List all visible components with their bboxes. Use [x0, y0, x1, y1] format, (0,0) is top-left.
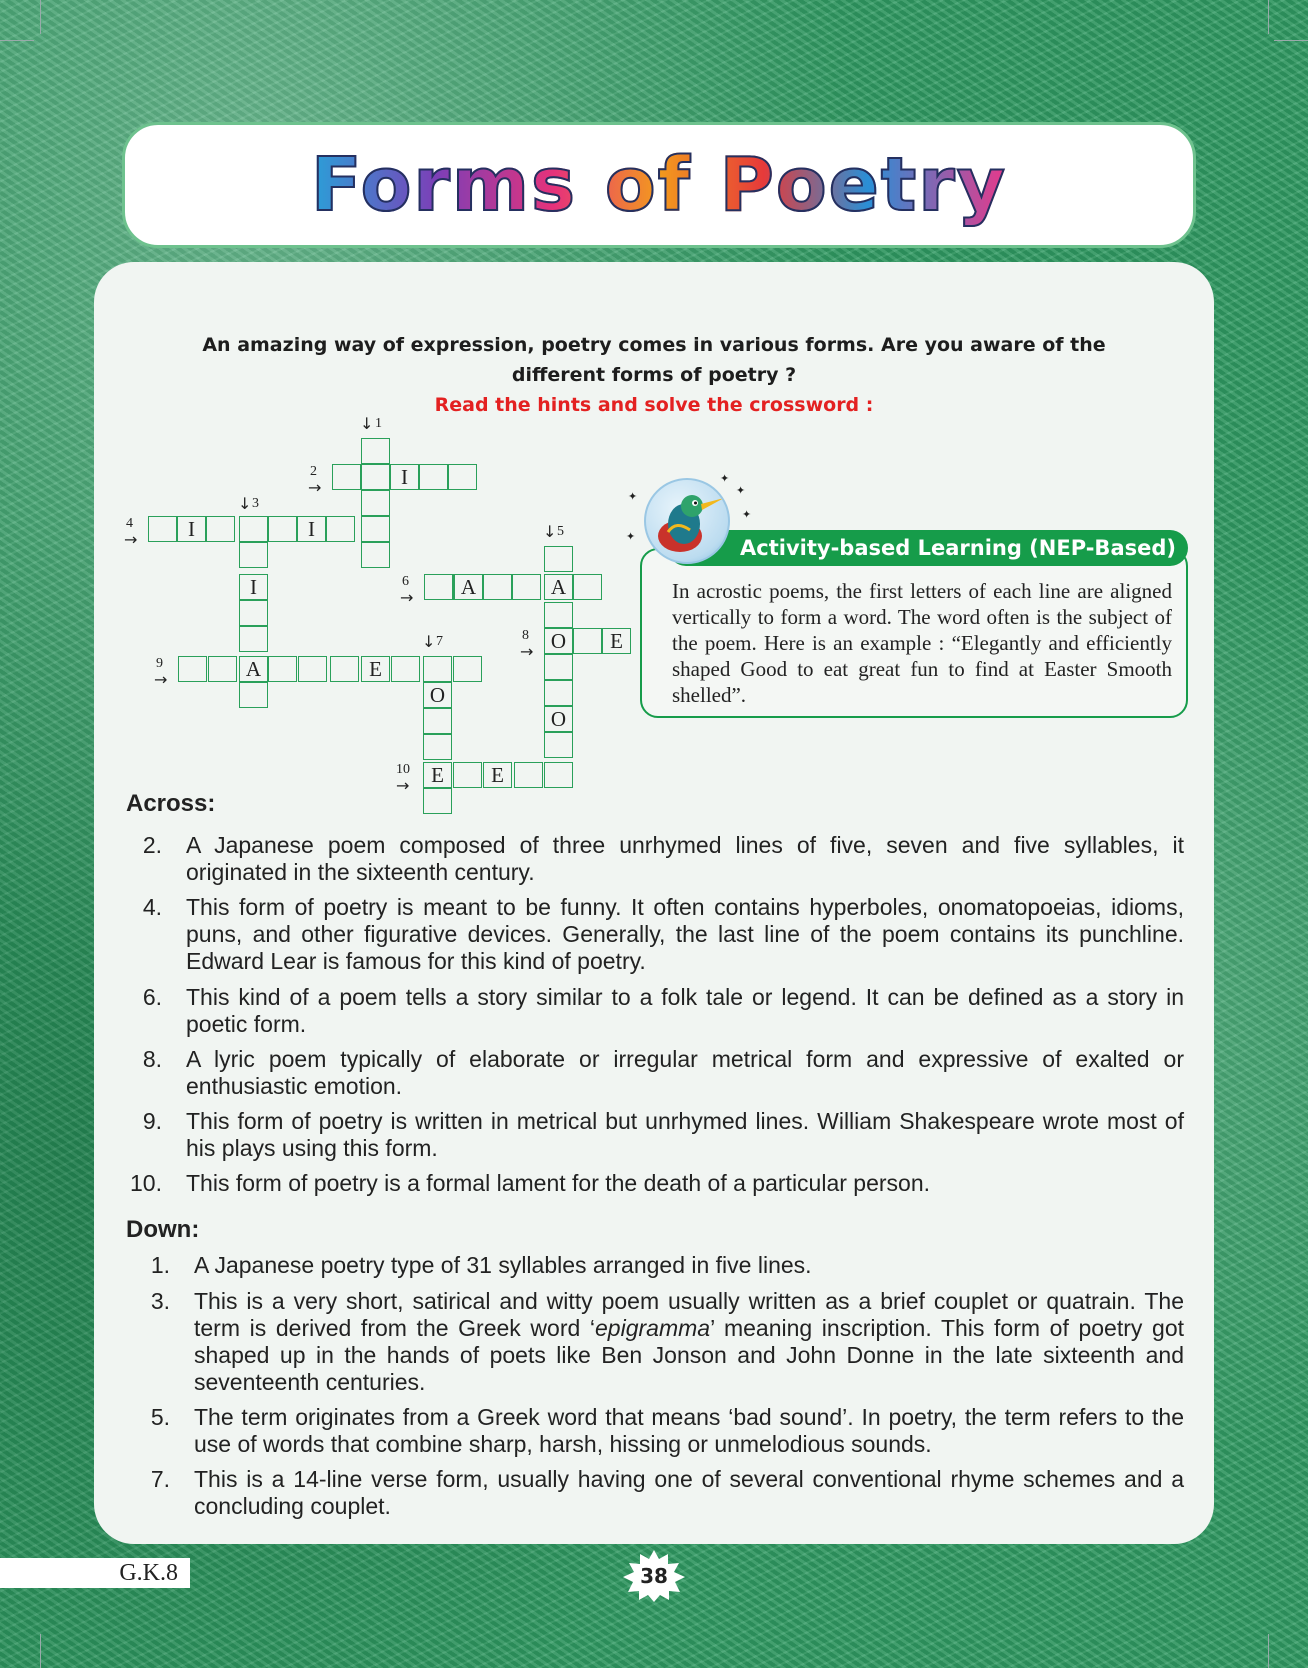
- clue-text: This is a 14-line verse form, usually having one of several conventional rhyme schemes and a concluding couplet.: [194, 1466, 1184, 1519]
- crossword-cell[interactable]: I: [390, 464, 419, 490]
- right-arrow-icon: →: [154, 670, 168, 689]
- clue-number: 2: [310, 464, 317, 479]
- right-arrow-icon: →: [400, 588, 414, 607]
- clue-text: The term originates from a Greek word that means ‘bad sound’. In poetry, the term refers to the use of words that combine sharp, harsh, hissing or unmelodious sounds.: [194, 1404, 1184, 1457]
- crop-mark: [0, 40, 34, 41]
- intro-text: [94, 330, 1214, 420]
- crossword-cell[interactable]: [239, 626, 268, 652]
- clue-number: 8: [522, 628, 529, 643]
- bird-mascot-icon: [644, 478, 730, 564]
- right-arrow-icon: →: [308, 478, 322, 497]
- clue-text-emphasis: epigramma: [595, 1315, 711, 1341]
- crossword-cell[interactable]: [361, 490, 390, 516]
- crossword-cell[interactable]: E: [483, 762, 512, 788]
- crossword-cell[interactable]: [330, 656, 359, 682]
- crossword-cell[interactable]: [239, 682, 268, 708]
- crossword-cell[interactable]: I: [239, 574, 268, 600]
- clue-number: 7.: [150, 1466, 170, 1492]
- crossword-cell[interactable]: [298, 656, 327, 682]
- page-title: Forms of Poetry: [311, 142, 1007, 228]
- crossword-cell[interactable]: O: [544, 628, 573, 654]
- clue-number: 6: [402, 574, 409, 589]
- crossword-cell[interactable]: [268, 516, 297, 542]
- crossword-cell[interactable]: A: [454, 574, 483, 600]
- star-icon: ✦: [736, 485, 746, 497]
- intro-line-2: different forms of poetry ?: [511, 364, 797, 386]
- crossword-cell[interactable]: [573, 628, 602, 654]
- clue-number: 5.: [150, 1404, 170, 1430]
- clue-text-part: ’ meaning inscription. This form of poetry got shaped up in the hands of poets like Ben Jonson and John Donne in the late sixteenth and seventeenth centuries.: [194, 1315, 1184, 1395]
- page-number: 38: [640, 1564, 668, 1588]
- crossword-cell[interactable]: [544, 546, 573, 572]
- crossword-cell[interactable]: [208, 656, 237, 682]
- crossword-cell[interactable]: [514, 762, 543, 788]
- right-arrow-icon: →: [396, 776, 410, 795]
- star-icon: ✦: [628, 491, 638, 503]
- crossword-cell[interactable]: [544, 654, 573, 680]
- crossword-cell[interactable]: [361, 516, 390, 542]
- crop-mark: [1274, 40, 1308, 41]
- across-heading: Across:: [126, 790, 216, 817]
- clue-number: 4.: [142, 894, 162, 920]
- crossword-cell[interactable]: [544, 762, 573, 788]
- crossword-cell[interactable]: [239, 600, 268, 626]
- clue-number: 3.: [150, 1288, 170, 1314]
- crossword-cell[interactable]: [239, 516, 268, 542]
- crop-mark: [40, 0, 41, 34]
- down-heading: Down:: [126, 1216, 200, 1243]
- down-arrow-icon: ↓: [422, 632, 436, 651]
- clue-number: 5: [557, 524, 564, 539]
- clue-number: 8.: [142, 1046, 162, 1072]
- crossword-cell[interactable]: O: [423, 682, 452, 708]
- crossword-cell[interactable]: I: [177, 516, 206, 542]
- clue-text: This form of poetry is meant to be funny. It often contains hyperboles, onomatopoeias, idioms, puns, and other figurative devices. Generally, the last line of the poem contains its punchline. Edward Lear is famous for this kind of poetry.: [186, 894, 1184, 974]
- crossword-cell[interactable]: I: [297, 516, 326, 542]
- crossword-cell[interactable]: [391, 656, 420, 682]
- clue-text: This form of poetry is written in metrical but unrhymed lines. William Shakespeare wrote most of his plays using this form.: [186, 1108, 1184, 1161]
- across-clues: [126, 790, 1184, 1196]
- clue-text: A Japanese poem composed of three unrhymed lines of five, seven and five syllables, it originated in the sixteenth century.: [186, 832, 1184, 885]
- clue-number: 6.: [142, 984, 162, 1010]
- down-clues: [126, 1216, 1184, 1519]
- crossword-cell[interactable]: [424, 574, 453, 600]
- crossword-cell[interactable]: [544, 602, 573, 628]
- crop-mark: [40, 1634, 41, 1668]
- crossword-cell[interactable]: [206, 516, 235, 542]
- crossword-cell[interactable]: [423, 708, 452, 734]
- crossword-cell[interactable]: [453, 762, 482, 788]
- crossword-cell[interactable]: E: [361, 656, 390, 682]
- crossword-cell[interactable]: [544, 680, 573, 706]
- right-arrow-icon: →: [520, 642, 534, 661]
- down-arrow-icon: ↓: [543, 522, 557, 541]
- crossword-cell[interactable]: [423, 734, 452, 760]
- crossword-cell[interactable]: [268, 656, 297, 682]
- crossword-cell[interactable]: [326, 516, 355, 542]
- activity-banner: Activity-based Learning (NEP-Based): [668, 530, 1188, 566]
- title-banner: [122, 122, 1196, 248]
- crossword-cell[interactable]: O: [544, 706, 573, 732]
- crossword-cell[interactable]: [178, 656, 207, 682]
- crossword-cell[interactable]: [544, 732, 573, 758]
- book-label: G.K.8: [0, 1558, 190, 1588]
- clue-number: 4: [126, 516, 133, 531]
- crossword-cell[interactable]: [448, 464, 477, 490]
- crossword-cell[interactable]: [419, 464, 448, 490]
- crossword-cell[interactable]: [361, 542, 390, 568]
- clue-text: This form of poetry is a formal lament for the death of a particular person.: [186, 1170, 931, 1196]
- crossword-cell[interactable]: [483, 574, 512, 600]
- clue-text: [194, 1288, 1184, 1396]
- clue-text: A lyric poem typically of elaborate or irregular metrical form and expressive of exalted or enthusiastic emotion.: [186, 1046, 1184, 1099]
- clue-text: This kind of a poem tells a story similar to a folk tale or legend. It can be defined as a story in poetic form.: [186, 984, 1184, 1037]
- crossword-cell[interactable]: [148, 516, 177, 542]
- clue-number: 9.: [142, 1108, 162, 1134]
- activity-text: In acrostic poems, the first letters of each line are aligned vertically to form a word. The word often is the subject of the poem. Here is an example : “Elegantly and efficiently shaped Good to eat great fun to find at Easter Smooth shelled”.: [672, 579, 1172, 707]
- crossword-cell[interactable]: [332, 464, 361, 490]
- crop-mark: [1268, 0, 1269, 34]
- star-icon: ✦: [626, 531, 636, 543]
- crossword-cell[interactable]: [361, 438, 390, 464]
- clue-number: 2.: [142, 832, 162, 858]
- crossword-cell[interactable]: [512, 574, 541, 600]
- down-arrow-icon: ↓: [360, 414, 374, 433]
- right-arrow-icon: →: [124, 530, 138, 549]
- intro-line-1: An amazing way of expression, poetry comes in various forms. Are you aware of the: [202, 334, 1106, 356]
- crossword-cell[interactable]: [453, 656, 482, 682]
- crossword-cell[interactable]: [361, 464, 390, 490]
- crossword-cell[interactable]: A: [544, 574, 573, 600]
- crossword-cell[interactable]: [239, 542, 268, 568]
- clue-number: 10.: [130, 1170, 162, 1196]
- crossword-cell[interactable]: E: [423, 762, 452, 788]
- clue-number: 3: [252, 496, 259, 511]
- crossword-cell[interactable]: [423, 656, 452, 682]
- star-icon: ✦: [742, 509, 752, 521]
- clue-number: 7: [436, 634, 443, 649]
- clue-number: 10: [396, 762, 410, 777]
- crop-mark: [1268, 1634, 1269, 1668]
- crossword-cell[interactable]: A: [239, 656, 268, 682]
- star-icon: ✦: [720, 473, 730, 485]
- clue-number: 9: [156, 656, 163, 671]
- crossword-cell[interactable]: E: [602, 628, 631, 654]
- crossword-cell[interactable]: [573, 574, 602, 600]
- clue-text: A Japanese poetry type of 31 syllables arranged in five lines.: [194, 1252, 812, 1278]
- clue-text-part: This is a very short, satirical and witty poem usually written as a brief couplet or quatrain. The term is derived from the Greek word ‘: [194, 1288, 1184, 1341]
- down-arrow-icon: ↓: [238, 494, 252, 513]
- crossword-instruction: Read the hints and solve the crossword :: [434, 394, 874, 416]
- clue-number: 1: [375, 416, 382, 431]
- clue-number: 1.: [150, 1252, 170, 1278]
